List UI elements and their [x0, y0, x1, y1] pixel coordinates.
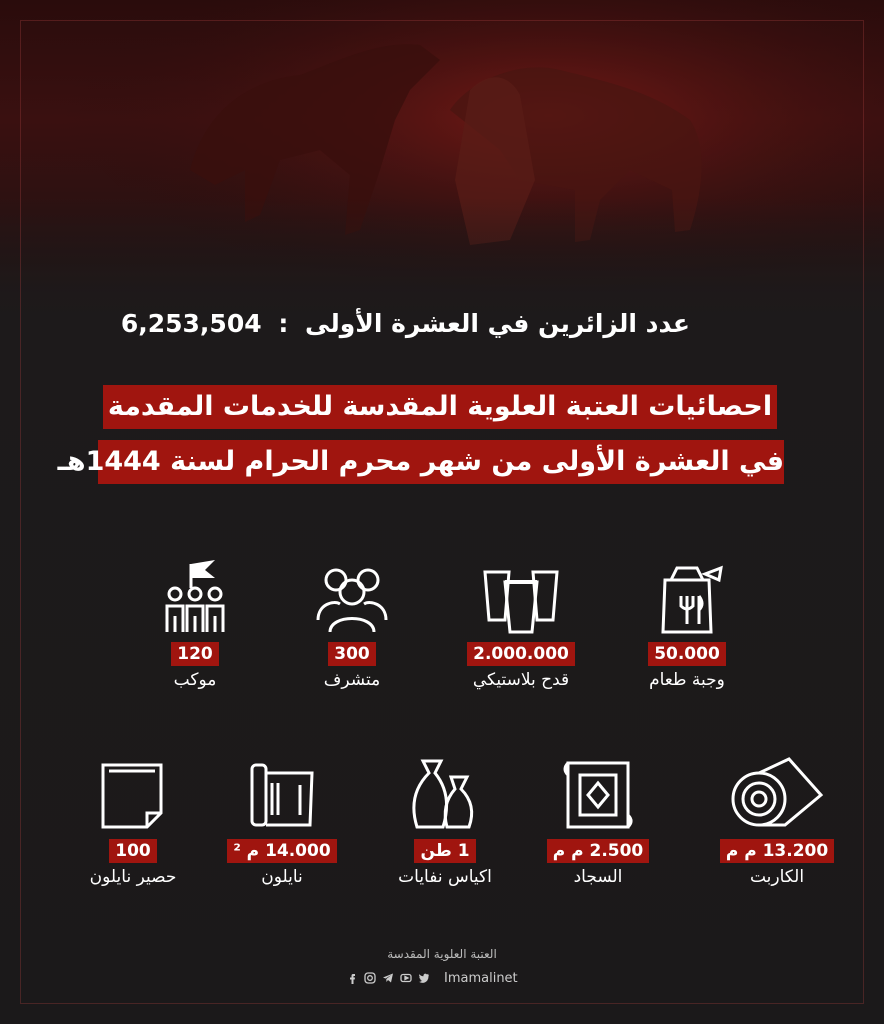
- rug-icon: [560, 755, 636, 835]
- mat-icon: [95, 755, 171, 835]
- title-line-2: في العشرة الأولى من شهر محرم الحرام لسنة 1444هـ: [98, 440, 784, 484]
- stat-value: 300: [328, 642, 376, 666]
- stat-food-meals: [612, 560, 762, 692]
- footer-handle[interactable]: Imamalinet: [444, 970, 518, 986]
- visitors-count-line: [120, 306, 690, 342]
- stat-label: قدح بلاستيكي: [472, 670, 570, 690]
- social-links: [346, 968, 518, 988]
- stat-nylon: [207, 755, 357, 889]
- procession-icon: [155, 560, 235, 636]
- stat-value: 2.500 م م: [547, 839, 650, 863]
- stat-plastic-cups: [446, 560, 596, 692]
- stat-volunteers: [277, 560, 427, 692]
- visitors-label: عدد الزائرين في العشرة الأولى: [305, 309, 690, 338]
- stat-rugs: [523, 755, 673, 889]
- nylon-roll-icon: [242, 755, 322, 835]
- stat-mats: [58, 755, 208, 889]
- carpet-roll-icon: [729, 755, 825, 835]
- stat-label: موكب: [173, 670, 217, 690]
- stat-label: حصير نايلون: [89, 867, 177, 887]
- plastic-cups-icon: [479, 560, 563, 636]
- stat-value: 13.200 م م: [720, 839, 834, 863]
- stat-garbage-bags: [370, 755, 520, 889]
- stat-processions: [120, 560, 270, 692]
- title-line-1: احصائيات العتبة العلوية المقدسة للخدمات المقدمة: [103, 385, 777, 429]
- hero-image: [0, 0, 884, 330]
- food-bag-icon: [647, 560, 727, 636]
- stat-value: 120: [171, 642, 219, 666]
- footer-brand-arabic: العتبة العلوية المقدسة: [387, 947, 497, 961]
- garbage-bags-icon: [407, 755, 483, 835]
- stat-label: نايلون: [261, 867, 303, 887]
- stat-label: اكياس نفايات: [398, 867, 492, 887]
- stat-label: وجبة طعام: [649, 670, 725, 690]
- stat-label: متشرف: [323, 670, 381, 690]
- telegram-icon[interactable]: [382, 972, 394, 984]
- stat-label: الكاربت: [749, 867, 805, 887]
- twitter-icon[interactable]: [418, 972, 430, 984]
- stat-value: 100: [109, 839, 157, 863]
- instagram-icon[interactable]: [364, 972, 376, 984]
- volunteers-icon: [312, 560, 392, 636]
- stat-value: 1 طن: [414, 839, 475, 863]
- visitors-count: 6,253,504: [120, 309, 262, 338]
- stat-value: 14.000 م ²: [227, 839, 336, 863]
- facebook-icon[interactable]: [346, 972, 358, 984]
- stat-value: 50.000: [648, 642, 726, 666]
- stat-label: السجاد: [573, 867, 623, 887]
- stat-value: 2.000.000: [467, 642, 575, 666]
- youtube-icon[interactable]: [400, 972, 412, 984]
- visitors-separator: :: [278, 309, 289, 338]
- stat-carpet: [702, 755, 852, 889]
